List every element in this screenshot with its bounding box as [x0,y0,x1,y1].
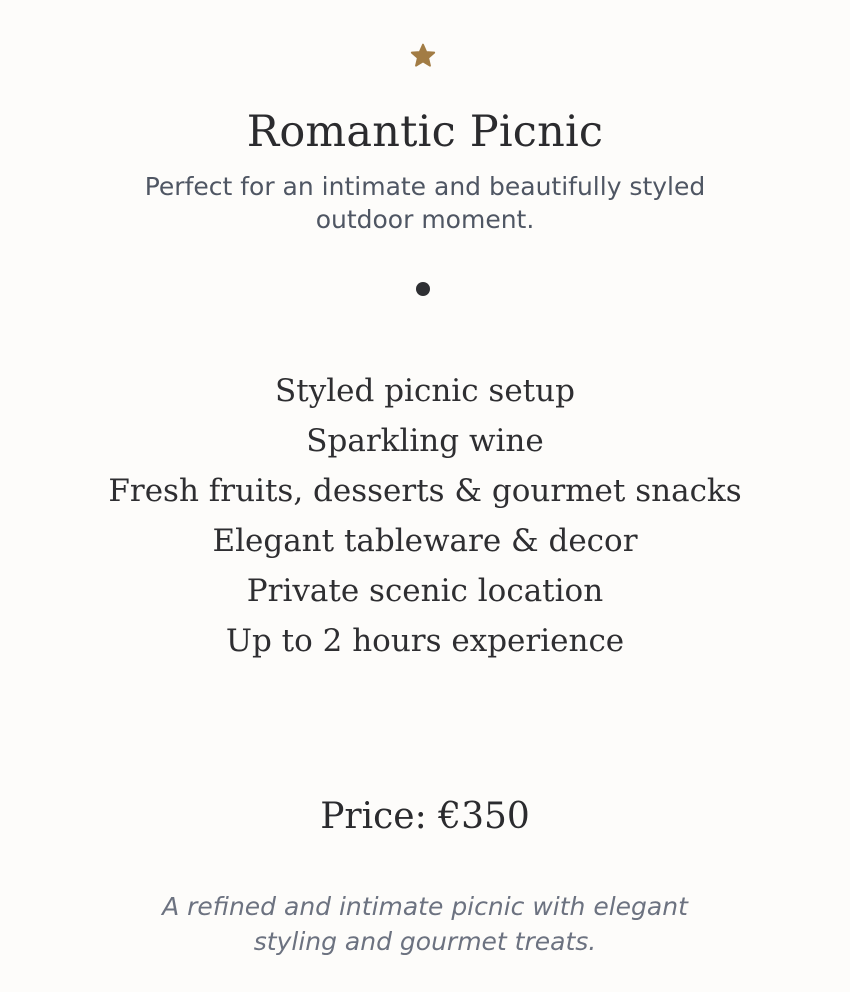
star-icon [409,42,437,70]
feature-item: Up to 2 hours experience [225,623,625,659]
package-title: Romantic Picnic [246,107,604,157]
feature-item: Private scenic location [246,573,604,609]
feature-list [0,366,850,666]
package-price: Price: €350 [320,796,530,837]
package-tagline: A refined and intimate picnic with elegant styling and gourmet treats. [162,892,688,956]
package-subtitle: Perfect for an intimate and beautifully styled outdoor moment. [144,172,706,234]
feature-item: Styled picnic setup [275,373,575,409]
feature-item: Fresh fruits, desserts & gourmet snacks [108,473,742,509]
dot-icon [416,282,430,296]
feature-item: Sparkling wine [306,423,544,459]
feature-item: Elegant tableware & decor [212,523,638,559]
